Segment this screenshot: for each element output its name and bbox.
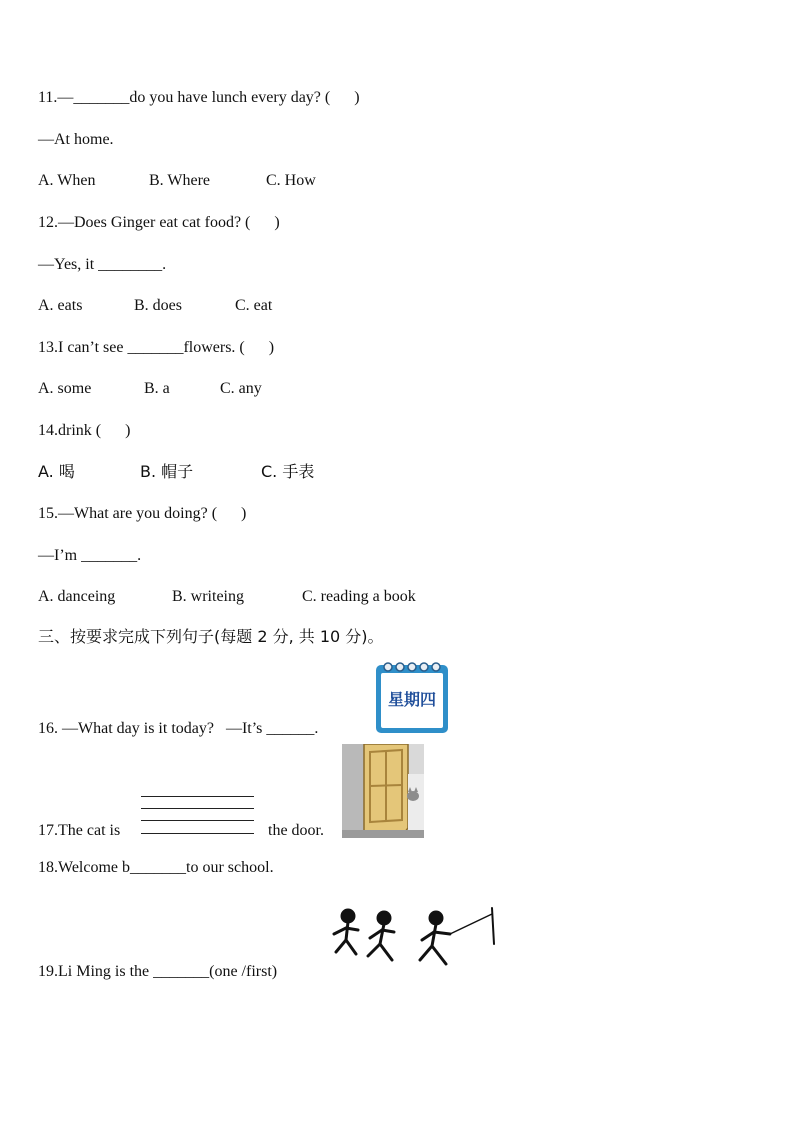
calendar-label: 星期四	[387, 690, 437, 709]
q12-options	[38, 296, 272, 316]
q11-options	[38, 171, 316, 191]
q14-question: 14.drink ( )	[38, 422, 131, 439]
option-a: A. eats	[38, 297, 83, 314]
q12-answer-line: —Yes, it ________.	[38, 256, 167, 273]
q14-options	[38, 462, 314, 482]
section-3-heading: 三、按要求完成下列句子(每题 2 分, 共 10 分)。	[38, 627, 384, 646]
option-b: B. writeing	[172, 588, 244, 605]
q11-question: 11.—_______do you have lunch every day? ( )	[38, 89, 360, 106]
q18-question: 18.Welcome b_______to our school.	[38, 859, 274, 876]
race-runners-image	[326, 904, 498, 976]
answer-line	[141, 820, 254, 821]
q15-options	[38, 587, 416, 607]
option-c: C. any	[220, 380, 262, 397]
q11-answer-line: —At home.	[38, 131, 114, 148]
q13-question: 13.I can’t see _______flowers. ( )	[38, 339, 275, 356]
q16-question: 16. —What day is it today? —It’s ______.	[38, 720, 319, 737]
q17-suffix: the door.	[268, 822, 324, 839]
q13-options	[38, 379, 262, 399]
option-b: B. Where	[149, 172, 211, 189]
option-c: C. eat	[235, 297, 273, 314]
answer-line	[141, 808, 254, 809]
option-a: A. danceing	[38, 588, 116, 605]
option-a: A. 喝	[38, 462, 75, 481]
option-c: C. reading a book	[302, 588, 416, 605]
q15-question: 15.—What are you doing? ( )	[38, 505, 247, 522]
calendar-image	[374, 659, 450, 735]
option-a: A. When	[38, 172, 96, 189]
option-b: B. a	[144, 380, 170, 397]
option-b: B. 帽子	[140, 462, 194, 481]
q12-question: 12.—Does Ginger eat cat food? ( )	[38, 214, 280, 231]
q19-question: 19.Li Ming is the _______(one /first)	[38, 963, 278, 980]
q15-answer-line: —I’m _______.	[38, 547, 142, 564]
answer-line	[141, 796, 254, 797]
option-a: A. some	[38, 380, 92, 397]
q17-prefix: 17.The cat is	[38, 822, 121, 839]
option-c: C. How	[266, 172, 316, 189]
option-c: C. 手表	[261, 462, 315, 481]
answer-line	[141, 833, 254, 834]
cat-behind-door-image	[342, 744, 424, 838]
option-b: B. does	[134, 297, 182, 314]
